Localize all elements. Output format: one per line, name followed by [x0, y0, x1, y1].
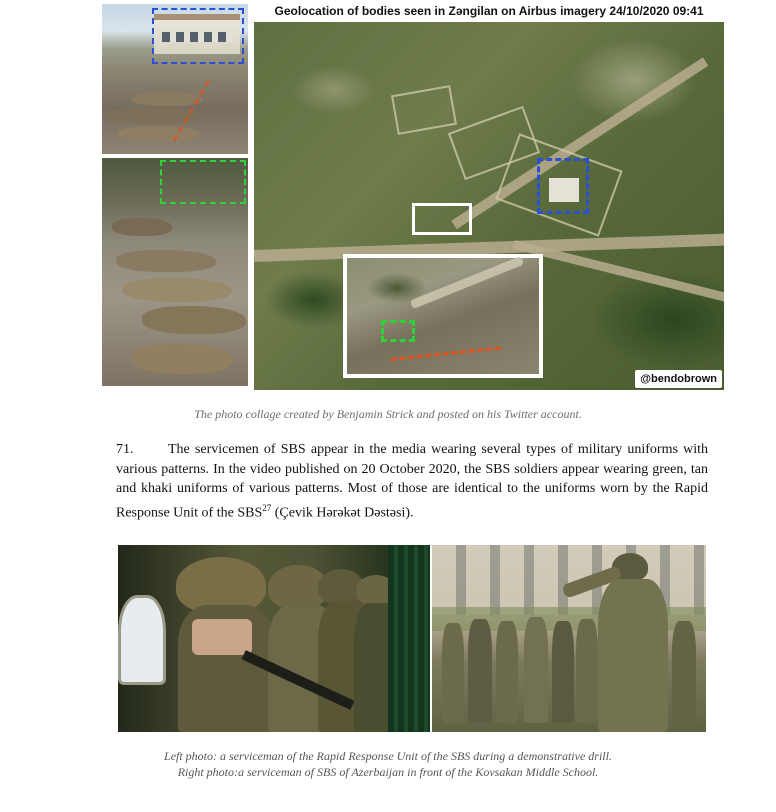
body-location-box: [412, 203, 472, 235]
saluting-soldier: [598, 579, 668, 732]
photo-kovsakan-school: [432, 545, 706, 732]
footnote-ref[interactable]: 27: [262, 502, 272, 513]
map-title: Geolocation of bodies seen in Zəngilan on Airbus imagery 24/10/2020 09:41: [254, 0, 724, 22]
left-photo-building-bodies: [102, 4, 248, 154]
bottom-caption-line1: Left photo: a serviceman of the Rapid Response Unit of the SBS during a demonstrative drill.: [164, 749, 612, 763]
inset-body-box: [381, 320, 415, 342]
inset-body-line: [391, 347, 501, 361]
paragraph-text-end: (Çevik Hərəkət Dəstəsi).: [271, 505, 414, 521]
building-highlight-box: [152, 8, 244, 64]
body-highlight-box: [160, 160, 246, 204]
left-photo-bodies-closeup: [102, 158, 248, 386]
bottom-caption-line2: Right photo:a serviceman of SBS of Azerbaijan in front of the Kovsakan Middle School.: [177, 765, 599, 779]
paragraph-text: The servicemen of SBS appear in the media wearing several types of military uniforms with various patterns. In the video published on 20 October 2020, the SBS soldiers appear wearing green, tan and khaki uniforms of various patterns. Most of those are identical to the uniforms worn by the Rapid Response Unit of the SBS: [116, 442, 708, 521]
bottom-caption: [0, 748, 776, 780]
zoom-inset: [343, 254, 543, 378]
satellite-map: [254, 0, 724, 390]
paragraph-71: [116, 440, 708, 523]
paragraph-number: 71.: [116, 442, 134, 457]
map-credit: @bendobrown: [635, 370, 722, 388]
school-highlight-box: [537, 158, 589, 214]
collage-caption: The photo collage created by Benjamin Strick and posted on his Twitter account.: [194, 407, 582, 421]
photo-rapid-response-unit: [118, 545, 430, 732]
